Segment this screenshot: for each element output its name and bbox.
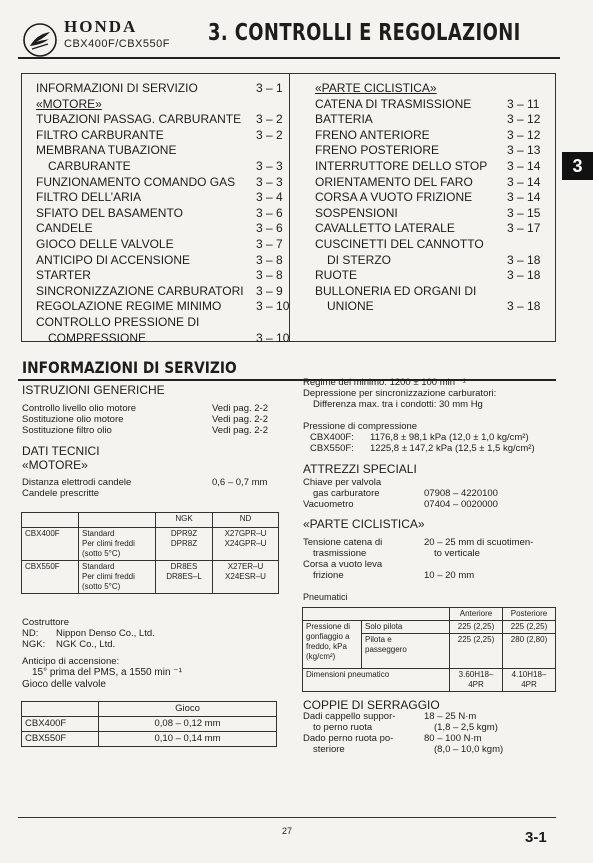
spark-plug-table — [21, 512, 279, 594]
tech-data-title: DATI TECNICI — [22, 444, 100, 458]
page-number: 27 — [282, 826, 293, 836]
toc-item-page: 3 – 15 — [507, 205, 541, 220]
pass-rear: 280 (2,80) — [503, 634, 556, 669]
chain-value: 20 – 25 mm di scuotimen- — [424, 537, 534, 548]
table-row — [22, 561, 279, 594]
table-row — [303, 621, 556, 634]
toc-item-page: 3 – 12 — [507, 127, 541, 142]
plug-nd: X24ESR–U — [225, 572, 266, 581]
toc-item-label: BULLONERIA ED ORGANI DI — [315, 283, 477, 298]
toc-item-page: 3 – 14 — [507, 159, 541, 173]
engine-title: «MOTORE» — [22, 458, 88, 472]
toc-item-label: INFORMAZIONI DI SERVIZIO — [36, 81, 198, 95]
model-names: CBX400F/CBX550F — [64, 38, 170, 50]
passenger-label: Pilota e — [365, 635, 392, 644]
plug-model: CBX550F — [22, 561, 79, 594]
plug-nd: X24GPR–U — [224, 539, 267, 548]
tool-name: gas carburatore — [313, 488, 380, 499]
pressure-label: freddo, kPa — [306, 642, 347, 651]
toc-item-label: FUNZIONAMENTO COMANDO GAS — [36, 174, 236, 189]
torque-value: (8,0 – 10,0 kgm) — [434, 744, 504, 755]
dims-front: 3.60H18–4PR — [450, 669, 503, 692]
toc-item-page: 3 – 2 — [256, 112, 283, 127]
toc-item-page: 3 – 14 — [507, 174, 541, 189]
toc-item-page: 3 – 10 — [256, 330, 290, 345]
toc-item-label: INTERRUTTORE DELLO STOP — [315, 159, 488, 173]
spark-plugs-label: Candele prescritte — [22, 488, 100, 499]
valve-label: Gioco delle valvole — [22, 679, 106, 690]
toc-item-label: FRENO ANTERIORE — [315, 127, 430, 142]
plug-nd: X27GPR–U — [224, 529, 267, 538]
pressure-label: (kg/cm²) — [306, 652, 336, 661]
torque-label: steriore — [313, 744, 345, 755]
plug-ngk: DR8ES–L — [166, 572, 202, 581]
clutch-label: frizione — [313, 570, 344, 581]
chapter-tab: 3 — [562, 152, 593, 180]
toc-item-label: CATENA DI TRASMISSIONE — [315, 96, 472, 111]
general-item-label: Sostituzione olio motore — [22, 414, 124, 425]
plug-condition: (sotto 5°C) — [82, 549, 121, 558]
general-item-label: Controllo livello olio motore — [22, 403, 137, 414]
valve-model: CBX550F — [22, 732, 99, 747]
toc-item-label: «MOTORE» — [36, 96, 102, 111]
general-item-label: Sostituzione filtro olio — [22, 425, 112, 436]
maker-name: Nippon Denso Co., Ltd. — [56, 628, 155, 639]
compression-model: CBX550F: — [310, 443, 354, 454]
maker-abbr: ND: — [22, 628, 39, 639]
toc-item-label: CANDELE — [36, 221, 93, 236]
compression-model: CBX400F: — [310, 432, 354, 443]
valve-value: 0,08 – 0,12 mm — [99, 717, 277, 732]
footer-rule — [18, 817, 556, 818]
honda-wing-logo-icon — [22, 22, 58, 58]
col-rear: Posteriore — [503, 608, 556, 621]
toc-item-page: 3 – 6 — [256, 205, 283, 220]
solo-front: 225 (2,25) — [450, 621, 503, 634]
sync-value: Differenza max. tra i condotti: 30 mm Hg — [313, 399, 483, 410]
plug-condition: (sotto 5°C) — [82, 582, 121, 591]
tool-key-label: Chiave per valvola — [303, 477, 382, 488]
toc-item-page: 3 – 3 — [256, 159, 283, 173]
torque-value: (1,8 – 2,5 kgm) — [434, 722, 498, 733]
toc-item-page: 3 – 1 — [256, 81, 283, 95]
toc-item-label: FILTRO CARBURANTE — [36, 127, 164, 142]
toc-item-label: CARBURANTE — [48, 159, 131, 173]
section-rule — [18, 379, 556, 381]
maker-abbr: NGK: — [22, 639, 46, 650]
pass-front: 225 (2,25) — [450, 634, 503, 669]
compression-label: Pressione di compressione — [303, 421, 418, 432]
toc-item-label: CAVALLETTO LATERALE — [315, 221, 455, 236]
plug-ngk: DR8ES — [170, 562, 198, 571]
toc-item-label: CORSA A VUOTO FRIZIONE — [315, 190, 473, 205]
chain-value: to verticale — [434, 548, 480, 559]
pressure-label: Pressione di — [306, 622, 351, 631]
plug-condition: Standard — [82, 529, 115, 538]
general-item-ref: Vedi pag. 2-2 — [212, 403, 268, 414]
ignition-value: 15° prima del PMS, a 1550 min ⁻¹ — [32, 667, 182, 678]
passenger-label: passeggero — [365, 645, 407, 654]
toc-item-page: 3 – 4 — [256, 190, 283, 205]
toc-item-page: 3 – 7 — [256, 237, 283, 251]
table-row — [303, 669, 556, 692]
toc-item-page: 3 – 18 — [507, 252, 541, 267]
toc-item-page: 3 – 11 — [507, 96, 540, 111]
tyres-label: Pneumatici — [303, 592, 348, 602]
toc-item-page: 3 – 9 — [256, 283, 283, 298]
plug-ngk: DPR8Z — [170, 539, 198, 548]
toc-item-page: 3 – 17 — [507, 221, 541, 236]
section-page-number: 3-1 — [525, 829, 547, 846]
toc-item-label: SOSPENSIONI — [315, 205, 398, 220]
toc-item-label: DI STERZO — [327, 252, 392, 267]
toc-item-page: 3 – 2 — [256, 127, 283, 142]
toc-item-page: 3 – 6 — [256, 221, 283, 236]
title-rule — [18, 57, 560, 59]
torque-label: Dadi cappello suppor- — [303, 711, 396, 722]
col-front: Anteriore — [450, 608, 503, 621]
tool-code: 07908 – 4220100 — [424, 488, 498, 499]
toc-item-label: MEMBRANA TUBAZIONE — [36, 143, 177, 158]
toc-item-label: STARTER — [36, 268, 91, 283]
toc-item-label: REGOLAZIONE REGIME MINIMO — [36, 299, 222, 314]
table-row — [22, 717, 277, 732]
valve-model: CBX400F — [22, 717, 99, 732]
valve-value: 0,10 – 0,14 mm — [99, 732, 277, 747]
torque-label: Dado perno ruota po- — [303, 733, 394, 744]
torque-value: 80 – 100 N·m — [424, 733, 482, 744]
tool-name: Vacuometro — [303, 499, 354, 510]
toc-item-label: ORIENTAMENTO DEL FARO — [315, 174, 473, 189]
toc-item-page: 3 – 8 — [256, 268, 283, 283]
clutch-label: Corsa a vuoto leva — [303, 559, 383, 570]
toc-item-page: 3 – 18 — [507, 268, 541, 283]
electrode-gap-label: Distanza elettrodi candele — [22, 477, 132, 488]
ignition-label: Anticipo di accensione: — [22, 656, 120, 667]
toc-item-page: 3 – 10 — [256, 299, 290, 314]
toc-item-label: SINCRONIZZAZIONE CARBURATORI — [36, 283, 244, 298]
toc-item-label: CONTROLLO PRESSIONE DI — [36, 315, 200, 329]
toc-item-label: FRENO POSTERIORE — [315, 143, 440, 158]
plug-condition: Per climi freddi — [82, 539, 135, 548]
toc-item-page: 3 – 3 — [256, 174, 283, 189]
col-nd: ND — [213, 513, 279, 528]
sync-label: Depressione per sincronizzazione carburatori: — [303, 388, 497, 399]
compression-value: 1176,8 ± 98,1 kPa (12,0 ± 1,0 kg/cm²) — [370, 432, 529, 443]
compression-value: 1225,8 ± 147,2 kPa (12,5 ± 1,5 kg/cm²) — [370, 443, 535, 454]
idle-speed: Regime del minimo: 1200 ± 100 min ⁻¹ — [303, 377, 466, 388]
special-tools-title: ATTREZZI SPECIALI — [303, 462, 417, 476]
chassis-title: «PARTE CICLISTICA» — [303, 517, 425, 531]
general-item-ref: Vedi pag. 2-2 — [212, 414, 268, 425]
section-title: INFORMAZIONI DI SERVIZIO — [22, 358, 237, 377]
toc-item-label: ANTICIPO DI ACCENSIONE — [36, 252, 191, 267]
toc-item-page: 3 – 8 — [256, 252, 283, 267]
toc-item-label: RUOTE — [315, 268, 357, 283]
toc-item-page: 3 – 18 — [507, 299, 541, 314]
plug-nd: X27ER–U — [227, 562, 264, 571]
torque-value: 18 – 25 N·m — [424, 711, 477, 722]
toc-item-label: COMPRESSIONE — [48, 330, 147, 345]
toc-item-page: 3 – 13 — [507, 143, 541, 158]
electrode-gap-value: 0,6 – 0,7 mm — [212, 477, 268, 488]
tyre-table — [302, 607, 556, 692]
maker-name: NGK Co., Ltd. — [56, 639, 116, 650]
chapter-title: 3. CONTROLLI E REGOLAZIONI — [208, 20, 521, 46]
toc-item-label: «PARTE CICLISTICA» — [315, 81, 437, 95]
table-row — [22, 732, 277, 747]
solo-rear: 225 (2,25) — [503, 621, 556, 634]
toc-item-page: 3 – 12 — [507, 112, 541, 127]
toc-item-page: 3 – 14 — [507, 190, 541, 205]
plug-model: CBX400F — [22, 528, 79, 561]
chain-label: trasmissione — [313, 548, 367, 559]
clutch-value: 10 – 20 mm — [424, 570, 475, 581]
toc-item-label: GIOCO DELLE VALVOLE — [36, 237, 174, 251]
tool-code: 07404 – 0020000 — [424, 499, 498, 510]
torque-title: COPPIE DI SERRAGGIO — [303, 698, 440, 712]
toc-item-label: BATTERIA — [315, 112, 373, 127]
solo-label: Solo pilota — [362, 621, 450, 634]
plug-ngk: DPR9Z — [170, 529, 198, 538]
brand-name: HONDA — [64, 17, 138, 36]
chain-label: Tensione catena di — [303, 537, 383, 548]
toc-item-label: UNIONE — [327, 299, 374, 314]
valve-col: Gioco — [99, 702, 277, 717]
toc-item-label: CUSCINETTI DEL CANNOTTO — [315, 237, 484, 251]
plug-condition: Standard — [82, 562, 115, 571]
col-ngk: NGK — [156, 513, 213, 528]
table-row — [22, 528, 279, 561]
plug-condition: Per climi freddi — [82, 572, 135, 581]
general-item-ref: Vedi pag. 2-2 — [212, 425, 268, 436]
toc-item-label: TUBAZIONI PASSAG. CARBURANTE — [36, 112, 242, 127]
torque-label: to perno ruota — [313, 722, 373, 733]
general-instructions-title: ISTRUZIONI GENERICHE — [22, 383, 165, 397]
dims-rear: 4.10H18–4PR — [503, 669, 556, 692]
pressure-label: gonfiaggio a — [306, 632, 350, 641]
toc-item-label: FILTRO DELL’ARIA — [36, 190, 142, 205]
dims-label: Dimensioni pneumatico — [303, 669, 450, 692]
toc-item-label: SFIATO DEL BASAMENTO — [36, 205, 183, 220]
maker-title: Costruttore — [22, 617, 69, 628]
valve-table — [21, 701, 277, 747]
